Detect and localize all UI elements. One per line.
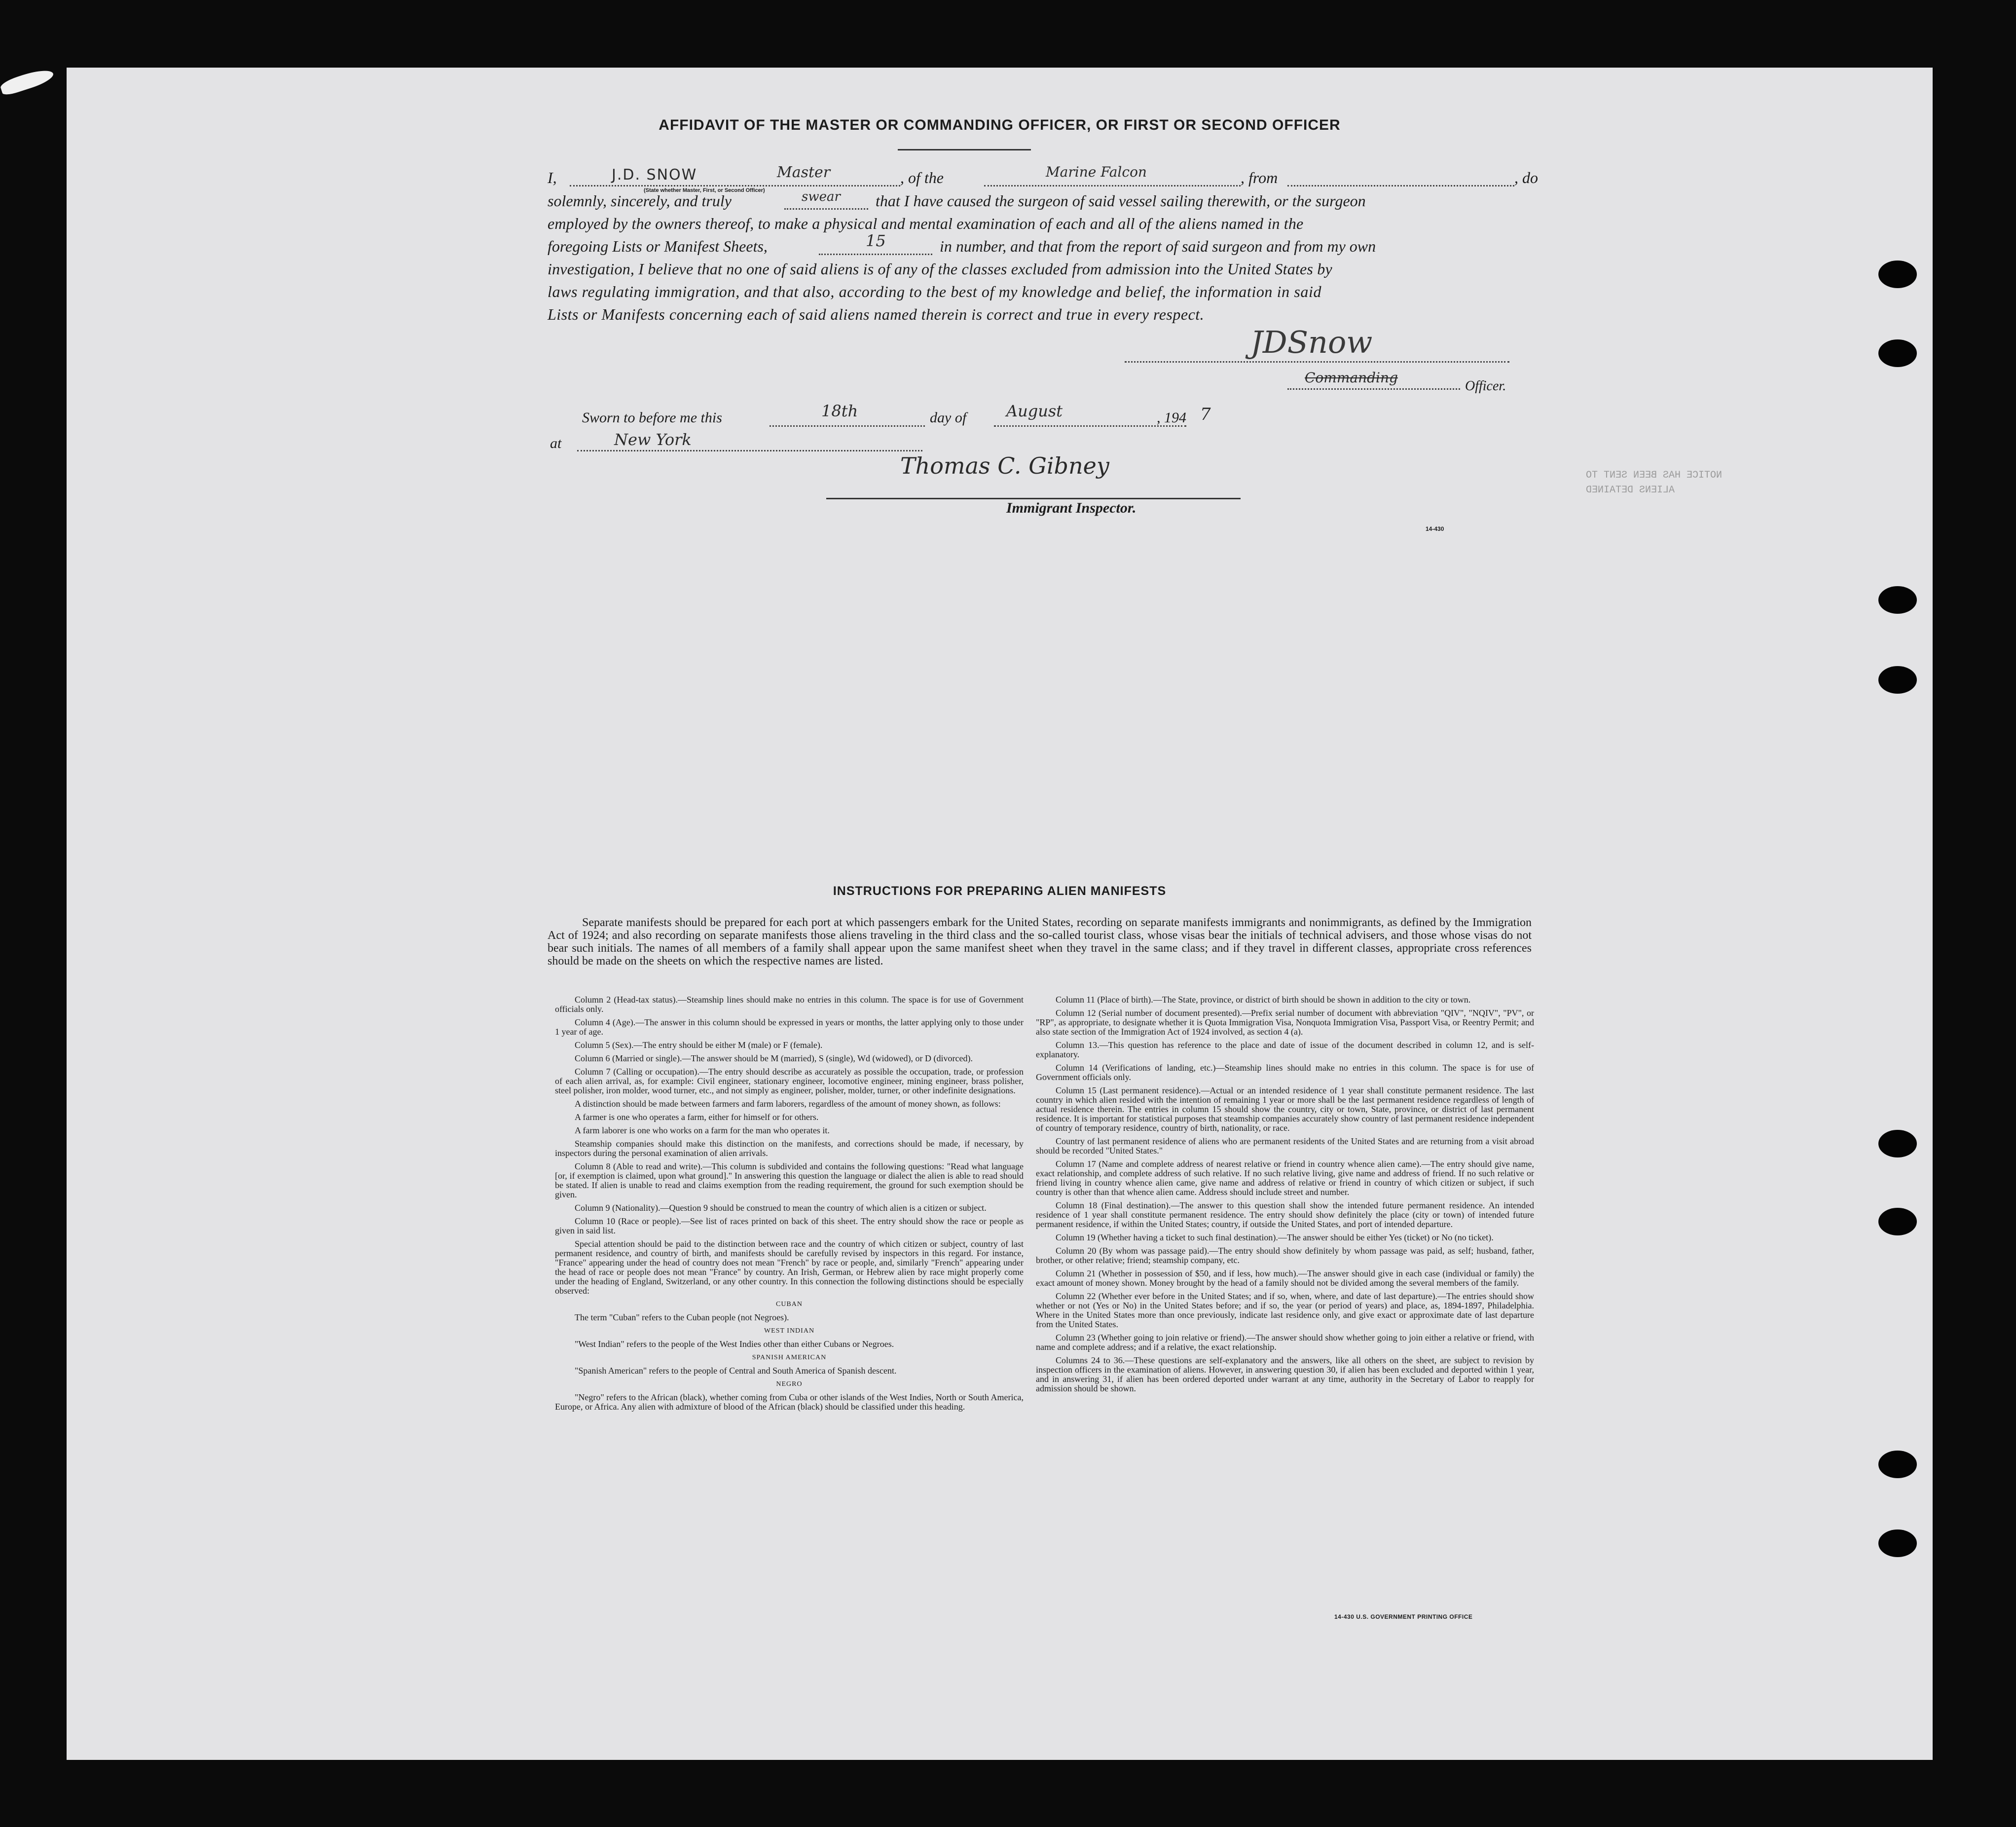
inspector-signature: Thomas C. Gibney	[900, 452, 1109, 479]
from-text: , from	[1241, 169, 1278, 186]
left-paragraph: Column 6 (Married or single).—The answer should be M (married), S (single), Wd (widowed), or D (divorced).	[575, 1053, 973, 1063]
line2-a: solemnly, sincerely, and truly	[548, 192, 732, 210]
line4-a: foregoing Lists or Manifest Sheets,	[548, 237, 768, 255]
count-blank	[819, 254, 932, 255]
sworn-place: New York	[614, 430, 692, 449]
oath-word: swear	[802, 189, 841, 204]
line5: investigation, I believe that no one of said aliens is of any of the classes excluded from admission into the United States by	[548, 260, 1332, 278]
punch-hole	[1878, 1130, 1917, 1157]
punch-hole	[1878, 1208, 1917, 1235]
title-rule	[898, 149, 1031, 150]
of-the-text: , of the	[900, 169, 944, 186]
officer-suffix: Officer.	[1465, 378, 1506, 394]
left-paragraph: Column 10 (Race or people).—See list of races printed on back of this sheet. The entry should show the race or people as given in said list.	[555, 1216, 1024, 1235]
place-blank	[577, 450, 922, 451]
right-paragraph: Column 18 (Final destination).—The answer to this question shall show the intended future permanent residence. An intended residence of 1 year shall constitute permanent residence. The entry should show definitely the place (city or town) of intended future permanent residence, if within the United States; country, if outside the United States, and port of intended departure.	[1036, 1200, 1534, 1229]
right-paragraph: Column 22 (Whether ever before in the United States; and if so, when, where, and date of last departure).—The entries should show whether or not (Yes or No) in the United States before; and if so, the year (or period of years) and place, as, 1894-1897, Philadelphia. Where in the United States more than once previously, indicate last residence only, and give exact or approximate date of last departure from the United States.	[1036, 1291, 1534, 1329]
right-paragraph: Column 14 (Verifications of landing, etc.)—Steamship lines should make no entries in this column. The space is for use of Government officials only.	[1036, 1063, 1534, 1082]
left-paragraph: Steamship companies should make this distinction on the manifests, and corrections should be made, if necessary, by inspectors during the personal examination of alien arrivals.	[555, 1139, 1024, 1158]
left-paragraph: Column 2 (Head-tax status).—Steamship lines should make no entries in this column. The space is for use of Government officials only.	[555, 995, 1024, 1014]
punch-hole	[1878, 339, 1917, 367]
affidavit-title: AFFIDAVIT OF THE MASTER OR COMMANDING OFFICER, OR FIRST OR SECOND OFFICER	[659, 117, 1341, 133]
year-prefix: , 194	[1157, 410, 1186, 426]
right-paragraph: Column 11 (Place of birth).—The State, province, or district of birth should be shown in addition to the city or town.	[1056, 995, 1471, 1005]
master-rank: Master	[777, 164, 831, 181]
left-paragraph: Special attention should be paid to the distinction between race and the country of which citizen or subject, country of last permanent residence, and country of birth, and manifests should be carefully revised by inspectors in this regard. For instance, "France" appearing under the head of country does not mean "French" by race or people, and, similarly "French" appearing under the head of race or people does not mean "France" by country. An Irish, German, or Hebrew alien by race might properly come under the heading of England, Switzerland, or any other country. In this connection the following distinctions should be especially observed:	[555, 1239, 1024, 1296]
officer-title-blank	[1287, 388, 1460, 390]
paper-scrap	[0, 66, 55, 97]
at-text: at	[550, 435, 562, 451]
right-paragraph: Country of last permanent residence of aliens who are permanent residents of the United States and are returning from a visit abroad should be recorded "United States."	[1036, 1136, 1534, 1156]
sworn-day: 18th	[821, 402, 858, 420]
stamp-line-2: ALIENS DETAINED	[1586, 485, 1675, 496]
line6: laws regulating immigration, and that also, according to the best of my knowledge and belief, the information in said	[548, 283, 1322, 300]
instructions-footer: 14-430 U.S. GOVERNMENT PRINTING OFFICE	[1334, 1613, 1473, 1620]
year-digit: 7	[1200, 405, 1211, 424]
punch-hole	[1878, 1529, 1917, 1557]
punch-hole	[1878, 586, 1917, 614]
oath-blank	[784, 208, 868, 210]
right-paragraph: Column 15 (Last permanent residence).—Actual or an intended residence of 1 year shall constitute permanent residence. The last country in which alien resided with the intention of remaining 1 year or more shall be the last permanent residence regardless of length of actual residence therein. The entries in column 15 should show the country, city or town, State, province, or district of last permanent residence. It is important for statistical purposes that steamship companies accurately show country of last permanent residence independent of country of temporary residence, country of birth, nationality, or race.	[1036, 1085, 1534, 1133]
right-paragraph: Column 17 (Name and complete address of nearest relative or friend in country whence alien came).—The entry should give name, exact relationship, and complete address of such relative. If no such relative living, give name and address of friend. If no such relative or friend living in country whence alien came, give name and address of relative or friend in country of which citizen or subject, if such country is other than that whence alien came. Address should include street and number.	[1036, 1159, 1534, 1197]
line4-b: in number, and that from the report of said surgeon and from my own	[940, 237, 1376, 255]
line3: employed by the owners thereof, to make a physical and mental examination of each and all of the aliens named in the	[548, 215, 1304, 232]
right-paragraph: Column 13.—This question has reference to the place and date of issue of the document described in column 12, and is self-explanatory.	[1036, 1040, 1534, 1059]
instructions-left-column	[555, 995, 1024, 1416]
sworn-prefix: Sworn to before me this	[582, 410, 722, 426]
name-blank	[570, 185, 900, 186]
officer-title-hand: Commanding	[1305, 370, 1398, 386]
instructions-right-column	[1036, 995, 1534, 1397]
left-paragraph: A farm laborer is one who works on a farm for the man who operates it.	[575, 1125, 830, 1135]
instructions-intro: Separate manifests should be prepared for each port at which passengers embark for the United States, recording on separate manifests immigrants and nonimmigrants, as defined by the Immigration Act of 1924; and also recording on separate manifests those aliens traveling in the third class and the so-called tourist class, whose visas bear the initials of technical advisers, and those whose visas do not bear such initials. The names of all members of a family shall appear upon the same manifest sheet when they travel in the same class; and if they travel in different classes, appropriate cross references should be made on the sheets on which the respective names are listed.	[548, 916, 1532, 968]
stamp-line-1: NOTICE HAS BEEN SENT TO	[1586, 470, 1723, 481]
inspector-label: Immigrant Inspector.	[1006, 500, 1136, 516]
right-paragraph: Column 12 (Serial number of document presented).—Prefix serial number of document with abbreviation "QIV", "NQIV", "PV", or "RP", as appropriate, to designate whether it is Quota Immigration Visa, Nonquota Immigration Visa, Passport Visa, or Reentry Permit; and also state section of the Immigration Act of 1924 involved, as section 4 (a).	[1036, 1008, 1534, 1037]
day-of-text: day of	[930, 410, 967, 426]
left-paragraph: Column 8 (Able to read and write).—This column is subdivided and contains the following questions: "Read what language [or, if exemption is claimed, upon what ground]." In answering this question the language or dialect the alien is able to read should be stated. If alien is unable to read and claims exemption from the reading requirement, the ground for such exemption should be given.	[555, 1161, 1024, 1199]
west-indian-text: "West Indian" refers to the people of the West Indies other than either Cubans or Negroes.	[575, 1339, 894, 1349]
vessel-name: Marine Falcon	[1046, 164, 1147, 180]
rank-caption: (State whether Master, First, or Second Officer)	[644, 187, 765, 193]
right-paragraph: Column 20 (By whom was passage paid).—The entry should show definitely by whom passage was paid, as self; husband, father, brother, or other relative; friend; steamship company, etc.	[1036, 1246, 1534, 1265]
master-signature: JDSnow	[1250, 324, 1373, 360]
cuban-heading: CUBAN	[775, 1301, 803, 1308]
negro-heading: NEGRO	[776, 1380, 803, 1388]
sheet-count: 15	[866, 231, 886, 250]
inspector-rule	[826, 498, 1241, 499]
spanish-american-text: "Spanish American" refers to the people of Central and South America of Spanish descent.	[575, 1366, 897, 1376]
from-blank	[1287, 185, 1514, 186]
line7: Lists or Manifests concerning each of said aliens named therein is correct and true in every respect.	[548, 305, 1205, 323]
line1-prefix: I,	[548, 169, 557, 186]
do-text: , do	[1514, 169, 1538, 186]
master-name: J.D. SNOW	[612, 166, 697, 184]
spanish-american-heading: SPANISH AMERICAN	[752, 1354, 827, 1361]
left-paragraph: Column 5 (Sex).—The entry should be either M (male) or F (female).	[575, 1040, 823, 1050]
right-paragraph: Column 19 (Whether having a ticket to such final destination).—The answer should be either Yes (ticket) or No (no ticket).	[1056, 1232, 1494, 1242]
right-paragraph: Columns 24 to 36.—These questions are self-explanatory and the answers, like all others on the sheet, are subject to revision by inspection officers in the examination of aliens. However, in answering question 30, if alien has been excluded and deported within 1 year, and in answering 31, if alien has been ordered deported under warrant at any time, authority in the Secretary of Labor to reapply for admission should be shown.	[1036, 1355, 1534, 1393]
right-paragraph: Column 23 (Whether going to join relative or friend).—The answer should show whether going to join either a relative or friend, with name and complete address; and if a relative, the exact relationship.	[1036, 1333, 1534, 1352]
west-indian-heading: WEST INDIAN	[764, 1327, 815, 1335]
instructions-title: INSTRUCTIONS FOR PREPARING ALIEN MANIFESTS	[833, 884, 1167, 898]
left-paragraph: Column 9 (Nationality).—Question 9 should be construed to mean the country of which alien is a citizen or subject.	[575, 1203, 987, 1213]
left-paragraph: A distinction should be made between farmers and farm laborers, regardless of the amount of money shown, as follows:	[575, 1099, 1001, 1109]
cuban-text: The term "Cuban" refers to the Cuban people (not Negroes).	[575, 1312, 789, 1322]
punch-hole	[1878, 261, 1917, 288]
vessel-blank	[984, 185, 1241, 186]
sworn-day-blank	[770, 425, 925, 427]
left-paragraph: A farmer is one who operates a farm, either for himself or for others.	[575, 1112, 819, 1122]
punch-hole	[1878, 1451, 1917, 1478]
left-paragraph: Column 7 (Calling or occupation).—The entry should describe as accurately as possible the occupation, trade, or profession of each alien arrival, as, for example: Civil engineer, stationary engineer, locomotive engineer, mining engineer, brass polisher, steel polisher, iron molder, wood turner, etc., and not simply as engineer, polisher, molder, turner, or other indefinite designations.	[555, 1067, 1024, 1095]
manifest-sheet	[67, 68, 1933, 1760]
left-paragraph: Column 4 (Age).—The answer in this column should be expressed in years or months, the latter applying only to those under 1 year of age.	[555, 1017, 1024, 1037]
punch-hole	[1878, 666, 1917, 694]
right-paragraph: Column 21 (Whether in possession of $50, and if less, how much).—The answer should give in each case (individual or family) the exact amount of money shown. Money brought by the head of a family should not be divided among the several members of the family.	[1036, 1268, 1534, 1288]
form-number: 14-430	[1426, 525, 1444, 532]
sworn-month: August	[1006, 402, 1063, 420]
signature-blank	[1125, 361, 1509, 363]
negro-text: "Negro" refers to the African (black), whether coming from Cuba or other islands of the West Indies, North or South America, Europe, or Africa. Any alien with admixture of blood of the African (black) should be classified under this heading.	[555, 1392, 1024, 1412]
line2-b: that I have caused the surgeon of said vessel sailing therewith, or the surgeon	[876, 192, 1366, 210]
